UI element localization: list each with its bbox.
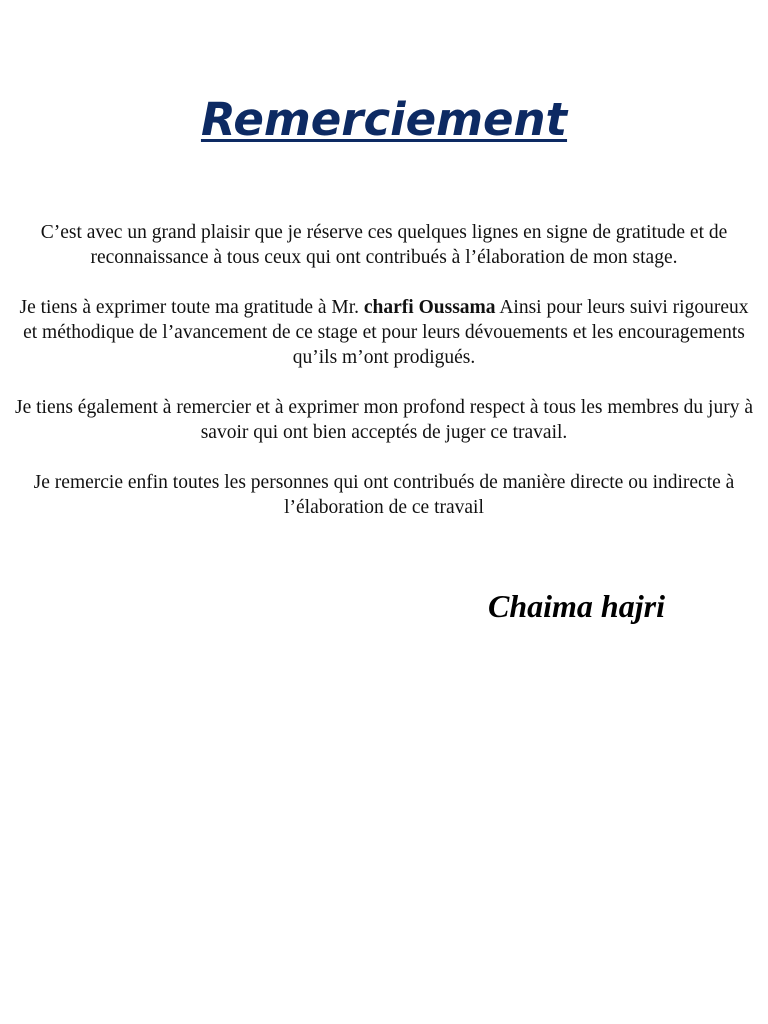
- paragraph-2-intro: Je tiens à exprimer toute ma gratitude à Mr.: [19, 297, 364, 318]
- acknowledgement-body: [14, 220, 754, 545]
- supervisor-name: charfi Oussama: [363, 297, 496, 318]
- paragraph-3: Je tiens également à remercier et à exprimer mon profond respect à tous les membres du jury à savoir qui ont bien acceptés de juger ce travail.: [14, 397, 753, 443]
- paragraph-2-rest: Ainsi pour leurs suivi rigoureux et méthodique de l’avancement de ce stage et pour leurs dévouements et les encouragements qu’ils m’ont prodigués.: [23, 297, 749, 368]
- page-title: Remerciement: [200, 93, 568, 146]
- paragraph-1: C’est avec un grand plaisir que je réserve ces quelques lignes en signe de gratitude et de reconnaissance à tous ceux qui ont contribués à l’élaboration de mon stage.: [40, 222, 728, 268]
- author-signature: Chaima hajri: [488, 588, 665, 624]
- paragraph-2: [14, 295, 754, 370]
- paragraph-4: Je remercie enfin toutes les personnes qui ont contribués de manière directe ou indirecte à l’élaboration de ce travail: [33, 472, 735, 518]
